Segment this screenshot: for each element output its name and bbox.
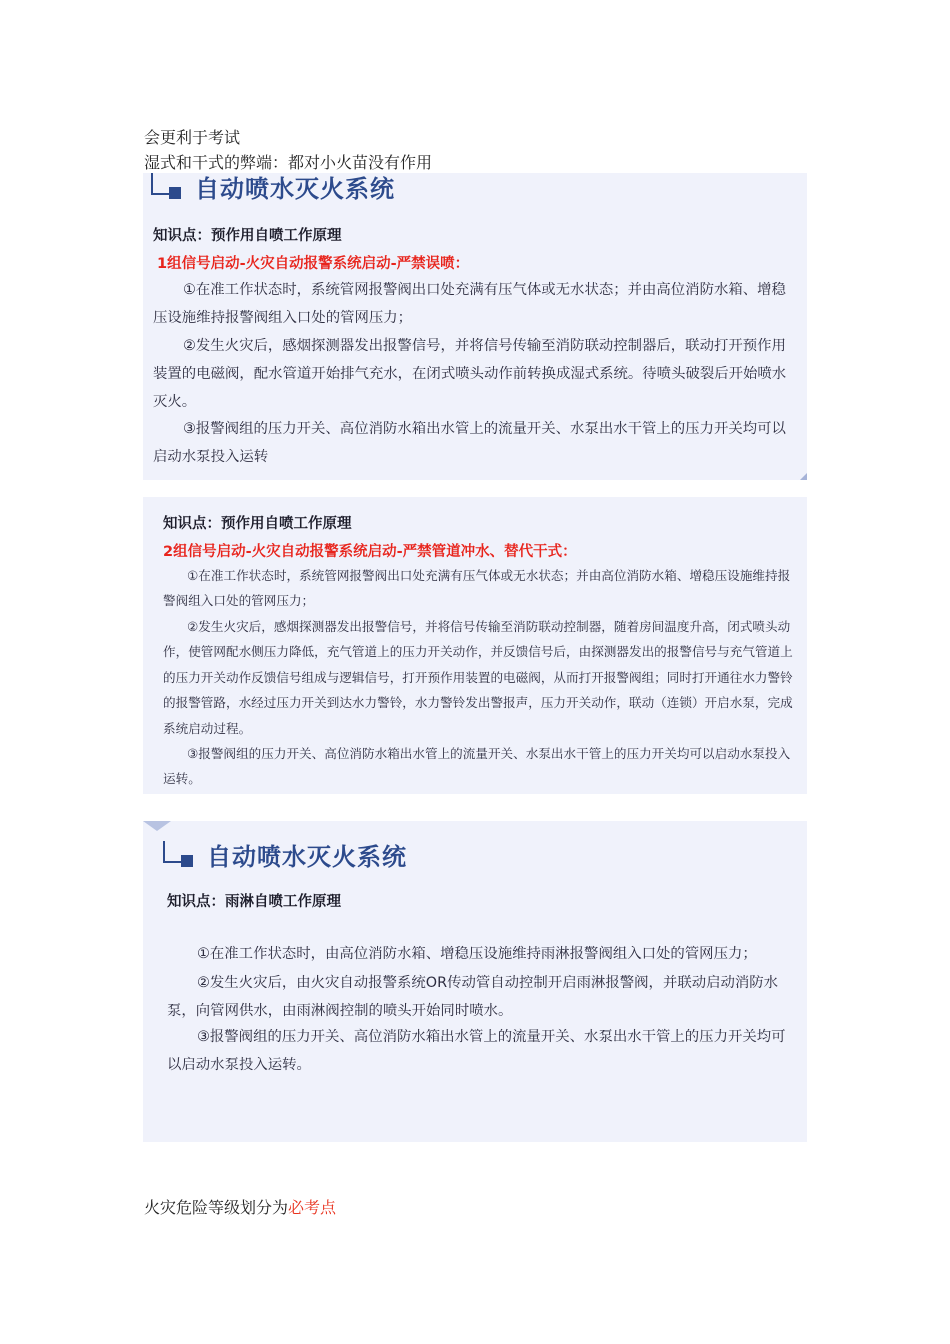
slide-title: 自动喷水灭火系统	[207, 843, 407, 871]
paragraph-3: ③报警阀组的压力开关、高位消防水箱出水管上的流量开关、水泵出水干管上的压力开关均可以启动水泵投入运转	[153, 421, 786, 465]
paragraph-3: ③报警阀组的压力开关、高位消防水箱出水管上的流量开关、水泵出水干管上的压力开关均可以启动水泵投入运转。	[163, 746, 791, 787]
knowledge-point: 知识点：预作用自喷工作原理	[153, 228, 342, 244]
red-heading: 2组信号启动-火灾自动报警系统启动-严禁管道冲水、替代干式：	[163, 544, 577, 560]
footer-line	[144, 1198, 336, 1218]
corner-triangle-icon	[800, 473, 807, 480]
paragraph-2: ②发生火灾后，由火灾自动报警系统OR传动管自动控制开启雨淋报警阀，并联动启动消防水泵，向管网供水，由雨淋阀控制的喷头开始同时喷水。	[167, 975, 779, 1019]
slide-title-row	[163, 837, 407, 872]
paragraph-2: ②发生火灾后，感烟探测器发出报警信号，并将信号传输至消防联动控制器后，联动打开预作用装置的电磁阀，配水管道开始排气充水，在闭式喷头动作前转换成湿式系统。待喷头破裂后开始喷水灭火。	[153, 338, 787, 410]
title-bracket-icon	[151, 173, 183, 201]
intro-line-2: 湿式和干式的弊端：都对小火苗没有作用	[144, 153, 433, 172]
must-test-emphasis: 必考点	[288, 1198, 337, 1217]
paragraph-3: ③报警阀组的压力开关、高位消防水箱出水管上的流量开关、水泵出水干管上的压力开关均可以启动水泵投入运转。	[167, 1029, 786, 1073]
slide-title: 自动喷水灭火系统	[195, 175, 395, 203]
top-triangle-icon	[143, 821, 171, 831]
slide-preaction-1	[143, 173, 807, 480]
slide-preaction-2	[143, 497, 807, 794]
knowledge-point: 知识点：雨淋自喷工作原理	[167, 894, 341, 910]
paragraph-1: ①在准工作状态时，系统管网报警阀出口处充满有压气体或无水状态；并由高位消防水箱、增稳压设施维持报警阀组入口处的管网压力；	[163, 568, 791, 609]
slide-deluge	[143, 821, 807, 1142]
intro-line-1: 会更利于考试	[144, 128, 241, 147]
paragraph-2: ②发生火灾后，感烟探测器发出报警信号，并将信号传输至消防联动控制器，随着房间温度升高，闭式喷头动作，使管网配水侧压力降低，充气管道上的压力开关动作，并反馈信号后，由探测器发出的报警信号与充气管道上的压力开关动作反馈信号组成与逻辑信号，打开预作用装置的电磁阀，从而打开报警阀组；同时打开通往水力警铃的报警管路，水经过压力开关到达水力警铃，水力警铃发出警报声，压力开关动作，联动（连锁）开启水泵，完成系统启动过程。	[163, 619, 793, 736]
paragraph-1: ①在准工作状态时，系统管网报警阀出口处充满有压气体或无水状态；并由高位消防水箱、增稳压设施维持报警阀组入口处的管网压力；	[153, 282, 786, 326]
paragraph-1: ①在准工作状态时，由高位消防水箱、增稳压设施维持雨淋报警阀组入口处的管网压力；	[197, 946, 757, 962]
knowledge-point: 知识点：预作用自喷工作原理	[163, 516, 352, 532]
footer-text: 火灾危险等级划分为	[144, 1198, 289, 1217]
slide-title-row	[151, 173, 395, 204]
title-bracket-icon	[163, 841, 195, 869]
red-heading: 1组信号启动-火灾自动报警系统启动-严禁误喷：	[157, 256, 470, 272]
